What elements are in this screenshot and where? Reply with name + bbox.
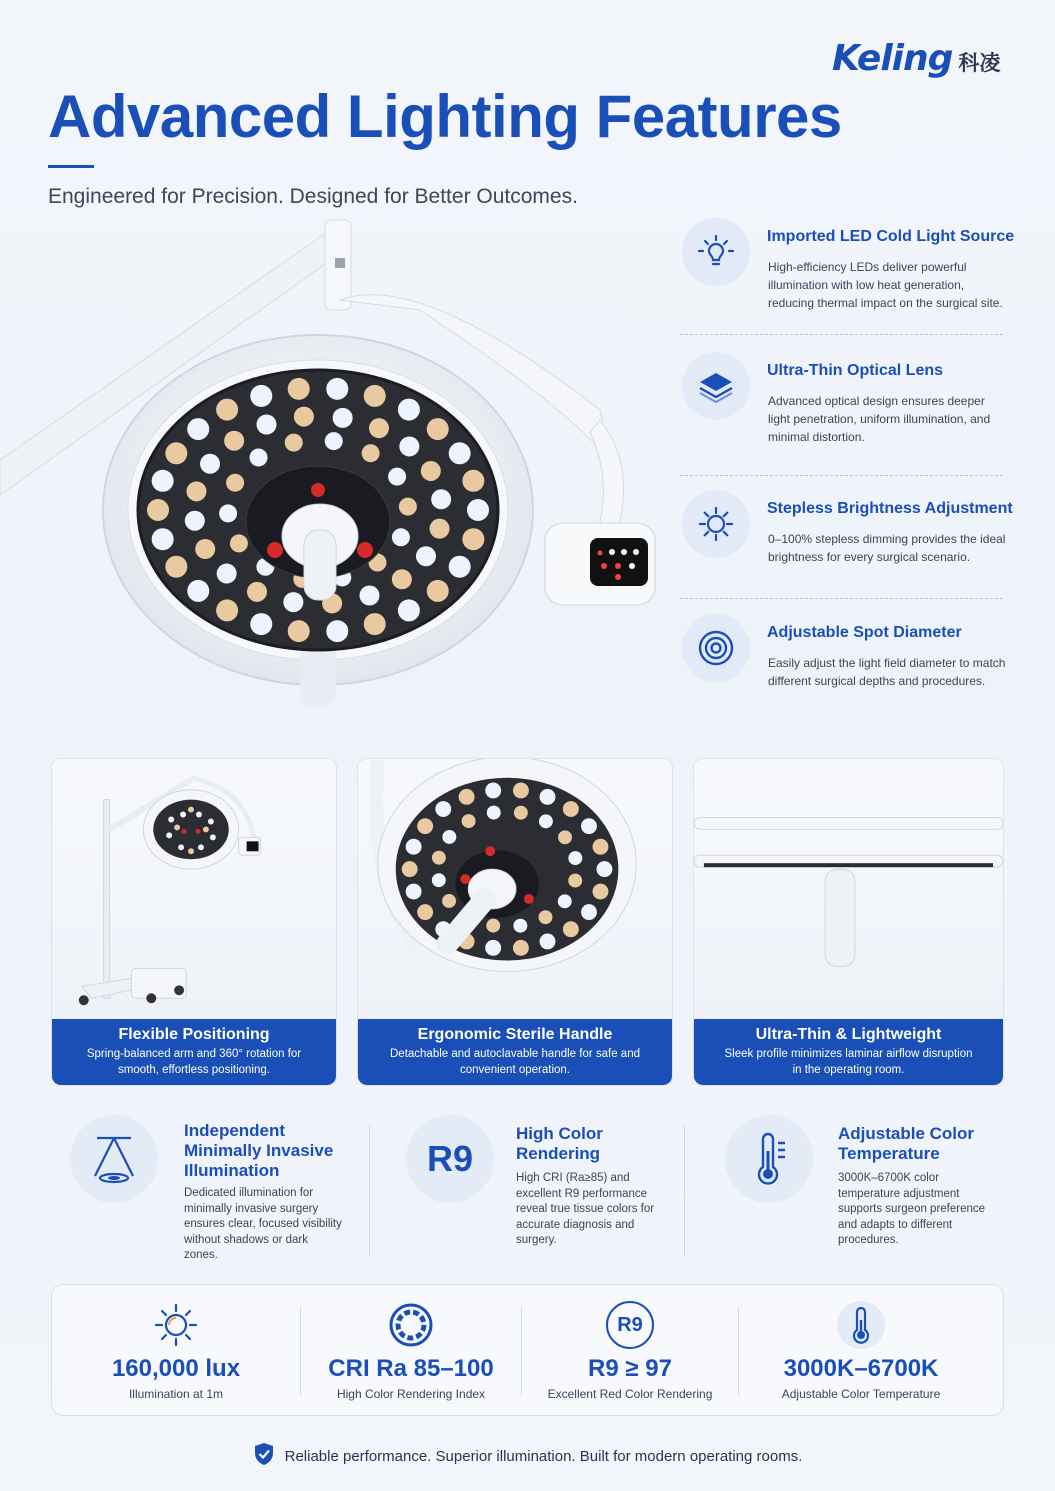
stat-label: Adjustable Color Temperature: [781, 1387, 941, 1401]
led: [417, 904, 433, 920]
led: [147, 499, 169, 521]
thermometer-icon: [837, 1301, 885, 1349]
led: [152, 528, 174, 550]
stat-value: CRI Ra 85–100: [328, 1355, 494, 1382]
title-underline: [48, 165, 94, 168]
led: [431, 489, 451, 509]
sterile-handle-closeup-image: [358, 759, 672, 1021]
divider: [680, 598, 1003, 599]
led: [187, 418, 209, 440]
led: [486, 919, 500, 933]
led: [513, 940, 529, 956]
feature-title: Ultra-Thin Optical Lens: [767, 362, 944, 379]
feature-desc: Easily adjust the light field diameter to match different surgical depths and procedures.: [768, 656, 1006, 688]
led: [399, 498, 417, 516]
led: [416, 546, 436, 566]
led: [250, 448, 268, 466]
led: [539, 814, 553, 828]
led: [540, 933, 556, 949]
led: [593, 839, 609, 855]
card-title: Flexible Positioning: [118, 1026, 270, 1043]
card-title: Ergonomic Sterile Handle: [417, 1026, 613, 1043]
led: [360, 586, 380, 606]
led: [283, 592, 303, 612]
shield-check-icon: [253, 1442, 275, 1470]
led: [364, 613, 386, 635]
led: [581, 818, 597, 834]
led: [186, 481, 206, 501]
led: [285, 434, 303, 452]
led: [250, 613, 272, 635]
led: [442, 894, 456, 908]
led: [406, 884, 422, 900]
specs-panel: [51, 1284, 1004, 1416]
r9-badge-text: R9: [617, 1313, 643, 1336]
led: [432, 851, 446, 865]
feature-title: Adjustable Spot Diameter: [767, 624, 962, 641]
led: [326, 378, 348, 400]
logo-chinese: 科凌: [958, 51, 1001, 75]
mid-feature-desc: 3000K–6700K color temperature adjustment supports surgeon preference and adapts to different procedures.: [838, 1172, 986, 1246]
lamp-beam-icon: [70, 1115, 158, 1203]
card-desc: Spring-balanced arm and 360° rotation for smooth, effortless positioning.: [86, 1048, 302, 1076]
stat-r9: [522, 1285, 738, 1417]
led: [558, 894, 572, 908]
sun-icon: [152, 1301, 200, 1349]
led: [539, 910, 553, 924]
r9-badge-icon: [606, 1301, 654, 1349]
led: [364, 385, 386, 407]
led: [152, 470, 174, 492]
led: [392, 569, 412, 589]
led: [421, 461, 441, 481]
feature-desc: High-efficiency LEDs deliver powerful illumination with low heat generation, reducing thermal impact on the surgical site.: [768, 260, 1003, 310]
mid-feature-title: Adjustable Color Temperature: [838, 1124, 975, 1163]
page-subtitle: Engineered for Precision. Designed for Better Outcomes.: [48, 185, 578, 208]
led: [540, 789, 556, 805]
page-title: Advanced Lighting Features: [48, 83, 842, 150]
led: [513, 919, 527, 933]
led: [449, 442, 471, 464]
led: [326, 620, 348, 642]
led: [459, 789, 475, 805]
layers-icon: [682, 352, 750, 420]
stat-label: Excellent Red Color Rendering: [547, 1387, 713, 1401]
led: [427, 418, 449, 440]
led: [513, 782, 529, 798]
thermometer-icon: [725, 1115, 813, 1203]
target-icon: [682, 614, 750, 682]
led: [563, 801, 579, 817]
led: [247, 582, 267, 602]
bulb-icon: [682, 218, 750, 286]
stat-value: 160,000 lux: [111, 1355, 241, 1382]
led: [581, 904, 597, 920]
stat-value: 3000K–6700K: [783, 1355, 939, 1382]
led: [485, 782, 501, 798]
led: [165, 556, 187, 578]
led: [485, 940, 501, 956]
feature-desc: Advanced optical design ensures deeper light penetration, uniform illumination, and minimal distortion.: [768, 394, 991, 444]
r9-icon-text: R9: [426, 1138, 474, 1179]
surgical-lamp-illustration: [0, 210, 680, 710]
card-desc: Detachable and autoclavable handle for safe and convenient operation.: [390, 1048, 640, 1076]
feature-desc: 0–100% stepless dimming provides the ideal brightness for every surgical scenario.: [768, 532, 1006, 564]
divider: [680, 475, 1003, 476]
footer-tagline: [0, 1442, 1055, 1470]
led: [596, 861, 612, 877]
led: [462, 528, 484, 550]
led: [462, 814, 476, 828]
stat-illumination: [52, 1285, 300, 1417]
feature-title: Imported LED Cold Light Source: [767, 228, 1015, 245]
feature-title: Stepless Brightness Adjustment: [767, 500, 1013, 517]
led: [226, 474, 244, 492]
led: [195, 539, 215, 559]
mid-feature-desc: High CRI (Ra≥85) and excellent R9 performance reveal true tissue colors for accurate diagnosis and surgery.: [516, 1172, 655, 1246]
ring-icon: [387, 1301, 435, 1349]
led: [558, 830, 572, 844]
card-caption: [694, 1019, 1003, 1085]
led: [294, 407, 314, 427]
led: [200, 454, 220, 474]
brand-logo: [832, 38, 1000, 79]
divider: [684, 1125, 685, 1257]
mid-feature-desc: Dedicated illumination for minimally invasive surgery ensures clear, focused visibility without shadows or dark zones.: [184, 1187, 342, 1261]
led: [398, 599, 420, 621]
led: [398, 399, 420, 421]
led: [216, 399, 238, 421]
feature-spot-diameter: [682, 614, 1007, 724]
led: [256, 414, 276, 434]
feature-stepless-brightness: [682, 490, 1013, 590]
led: [392, 528, 410, 546]
mid-feature-title: Independent Minimally Invasive Illumination: [184, 1121, 334, 1180]
led: [449, 556, 471, 578]
card-flexible-positioning: [51, 758, 337, 1086]
led: [165, 442, 187, 464]
led: [417, 818, 433, 834]
stat-label: Illumination at 1m: [128, 1387, 224, 1401]
feature-led-source: [682, 218, 1015, 328]
led: [388, 468, 406, 486]
stat-color-temp: [739, 1285, 983, 1417]
led: [224, 431, 244, 451]
led: [402, 861, 418, 877]
led: [568, 851, 582, 865]
card-caption: [358, 1019, 672, 1085]
led: [427, 580, 449, 602]
led: [467, 499, 489, 521]
sun-icon: [682, 490, 750, 558]
r9-icon: [406, 1115, 494, 1203]
led: [250, 385, 272, 407]
led: [187, 580, 209, 602]
logo-wordmark: Keling: [832, 38, 953, 79]
card-ultra-thin: [693, 758, 1004, 1086]
stat-value: R9 ≥ 97: [588, 1355, 672, 1382]
lamp-side-profile-image: [694, 759, 1003, 1021]
led: [185, 511, 205, 531]
stat-cri: [301, 1285, 521, 1417]
card-title: Ultra-Thin & Lightweight: [755, 1026, 942, 1043]
led: [399, 436, 419, 456]
led: [442, 830, 456, 844]
led: [568, 874, 582, 888]
stat-label: High Color Rendering Index: [336, 1387, 486, 1401]
divider: [369, 1125, 370, 1257]
led: [406, 839, 422, 855]
card-sterile-handle: [357, 758, 673, 1086]
mid-feature-title: High Color Rendering: [516, 1124, 603, 1163]
led: [288, 378, 310, 400]
mobile-stand-lamp-image: [52, 759, 336, 1021]
card-desc: Sleek profile minimizes laminar airflow disruption in the operating room.: [724, 1048, 973, 1076]
led: [217, 564, 237, 584]
footer-text: Reliable performance. Superior illumination. Built for modern operating rooms.: [284, 1447, 803, 1465]
led: [288, 620, 310, 642]
led: [432, 873, 446, 887]
divider: [680, 334, 1003, 335]
led: [487, 806, 501, 820]
led: [325, 432, 343, 450]
led: [230, 534, 248, 552]
led: [362, 444, 380, 462]
led: [563, 921, 579, 937]
led: [462, 470, 484, 492]
led: [430, 519, 450, 539]
led: [593, 884, 609, 900]
led: [435, 801, 451, 817]
card-caption: [52, 1019, 336, 1085]
led: [369, 418, 389, 438]
led: [219, 504, 237, 522]
feature-optical-lens: [682, 352, 1007, 462]
led: [216, 599, 238, 621]
led: [514, 806, 528, 820]
led: [333, 408, 353, 428]
